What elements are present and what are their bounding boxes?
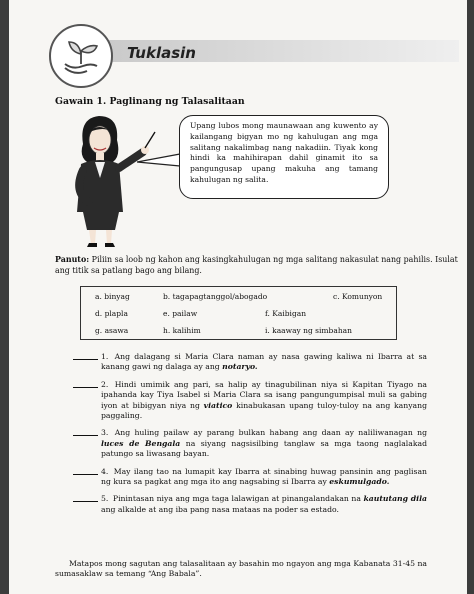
choice-i: i. kaaway ng simbahan (265, 326, 352, 335)
activity-title: Gawain 1. Paglinang ng Talasalitaan (55, 96, 245, 107)
choice-g: g. asawa (95, 326, 129, 335)
choice-a: a. binyag (95, 292, 130, 301)
item-text-after: kinabukasan upang tuloy-tuloy na ang kanyang paggaling. (101, 400, 427, 421)
item-number: 4. (101, 466, 109, 476)
answer-blank-4[interactable] (73, 474, 98, 475)
key-term: kaututang dila (363, 494, 427, 504)
item-number: 5. (101, 494, 109, 504)
item-number: 1. (101, 352, 109, 361)
item-3 (55, 428, 427, 459)
closing-paragraph: Matapos mong sagutan ang talasalitaan ay basahin mo ngayon ang mga Kabanata 31-45 na sumasaklaw sa temang “Ang Babala”. (55, 559, 427, 579)
choices-box (80, 286, 397, 340)
instructions (55, 254, 461, 276)
item-text: May ilang tao na lumapit kay Ibarra at sinabing huwag pansinin ang paglisan ng kura sa pagkat ang mga ito ang nagsabing si Ibarra ay (101, 466, 427, 487)
key-term: luces de Bengala (101, 438, 181, 448)
instructions-text: Piliin sa loob ng kahon ang kasingkahulugan ng mga salitang nakasulat nang pahilis. Isulat ang titik sa patlang bago ang bilang. (55, 255, 458, 275)
answer-blank-2[interactable] (73, 387, 98, 388)
instructions-label: Panuto: (55, 255, 90, 264)
hand-plant-icon (51, 26, 111, 86)
choice-f: f. Kaibigan (265, 309, 307, 318)
items-list (55, 352, 427, 522)
item-text-after: ang alkalde at ang iba pang nasa mataas na poder sa estado. (101, 504, 339, 514)
item-5 (55, 494, 427, 515)
item-number: 3. (101, 428, 109, 438)
item-text: Ang huling pailaw ay parang bulkan habang ang daan ay naliliwanagan ng (114, 428, 428, 438)
answer-blank-5[interactable] (73, 501, 98, 502)
item-text-after: na siyang nagsisilbing tanglaw sa mga taong naglalakad patungo sa liwasang bayan. (101, 438, 428, 459)
key-term: eskumulgado. (329, 477, 390, 487)
choice-e: e. pailaw (163, 309, 198, 318)
item-text: Hindi umimik ang pari, sa halip ay tinagubilinan niya si Kapitan Tiyago na ipahanda kay Tiya Isabel si Maria Clara sa isang pangungumpisal muli sa gabing iyon at bibigyan niya ng (101, 379, 427, 410)
item-4 (55, 467, 427, 488)
choice-b: b. tagapagtanggol/abogado (163, 292, 268, 301)
item-text: Ang dalagang si Maria Clara naman ay nasa gawing kaliwa ni Ibarra at sa kanang gawi ng dalaga ay ang (101, 352, 427, 372)
answer-blank-1[interactable] (73, 359, 98, 360)
speech-bubble: Upang lubos mong maunawaan ang kuwento ay kailangang bigyan mo ng kahulugan ang mga salitang nakalimbag nang nakadiin. Tiyak kong hindi ka mahihirapan dahil ginamit ito sa pangungusap upang makuha ang tamang kahulugan ng salita. (179, 115, 389, 199)
section-title: Tuklasin (127, 44, 196, 62)
teacher-illustration (59, 112, 169, 247)
choice-d: d. plapla (95, 309, 128, 318)
worksheet-page (9, 0, 467, 594)
item-2 (55, 380, 427, 422)
speech-bubble-tail (137, 148, 181, 172)
key-term: notaryo. (222, 362, 258, 372)
header-logo-circle (49, 24, 113, 88)
item-number: 2. (101, 379, 109, 389)
key-term: viatico (203, 400, 233, 410)
item-1 (55, 352, 427, 373)
item-text: Pinintasan niya ang mga taga lalawigan at pinangalandakan na (112, 494, 364, 504)
choice-c: c. Komunyon (333, 292, 383, 301)
choice-h: h. kalihim (163, 326, 201, 335)
answer-blank-3[interactable] (73, 435, 98, 436)
